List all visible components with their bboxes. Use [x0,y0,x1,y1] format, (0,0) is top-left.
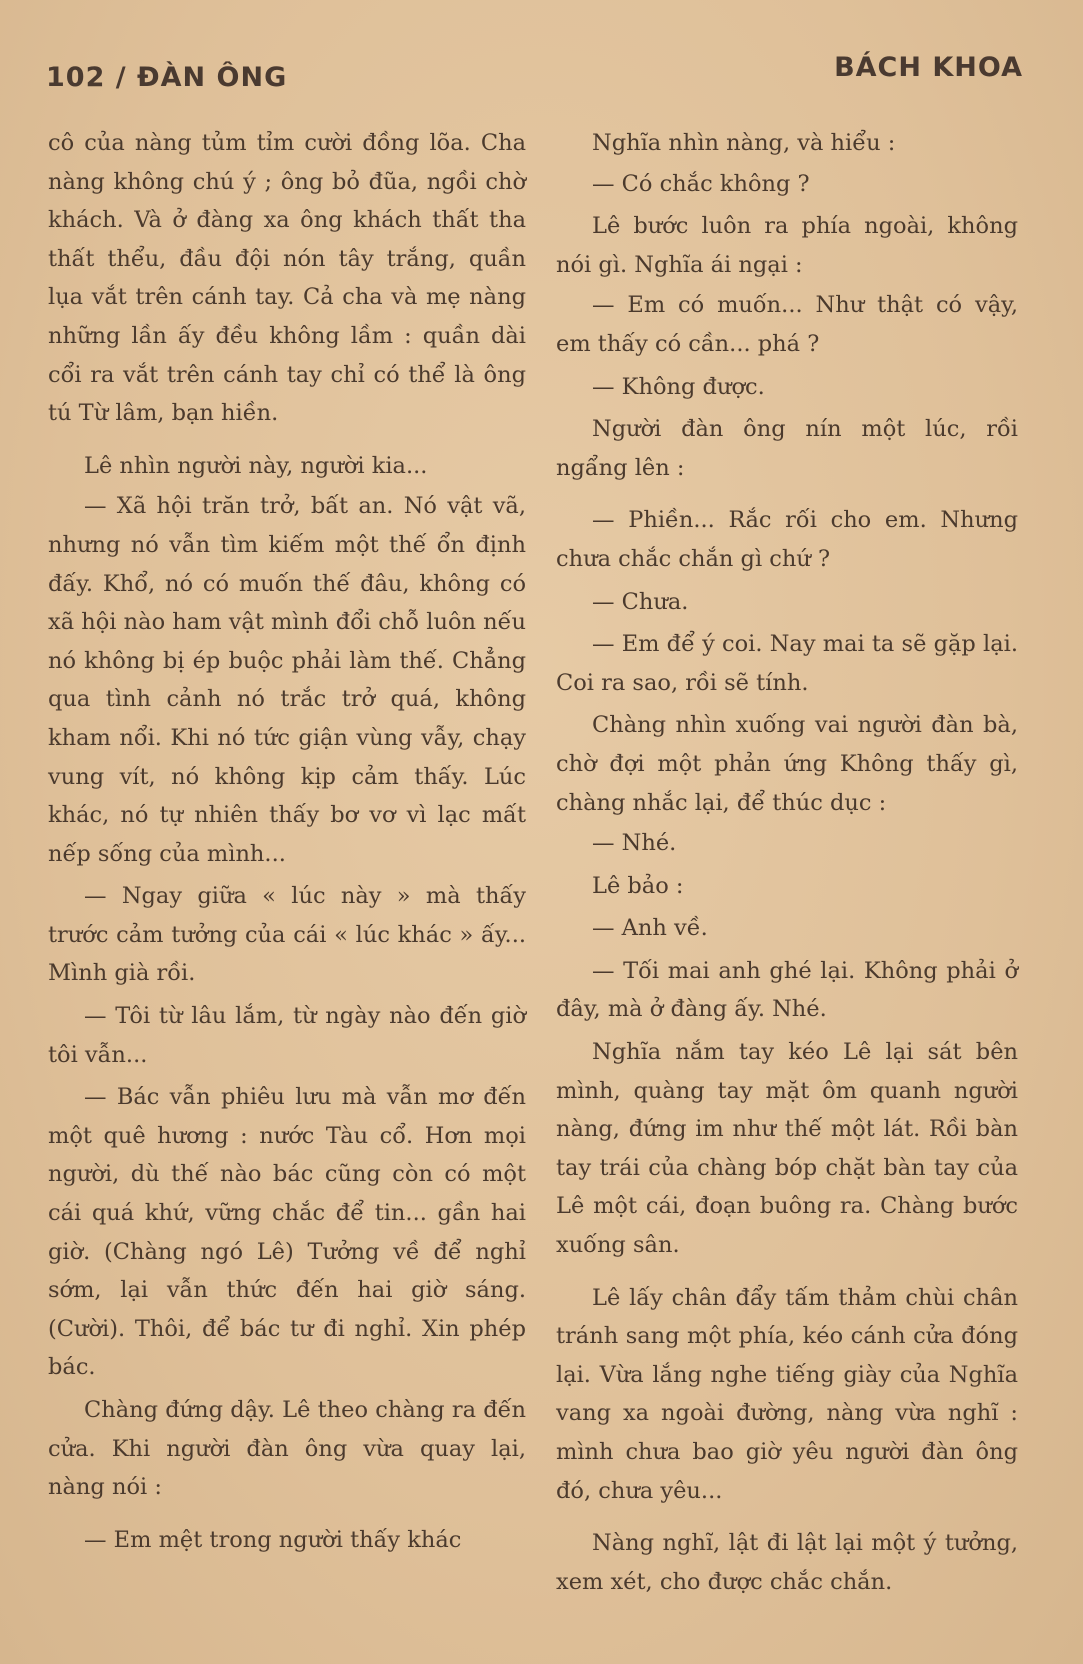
paragraph: — Em mệt trong người thấy khác [84,1526,462,1553]
paragraph: Nghĩa nắm tay kéo Lê lại sát bên mình, quàng tay mặt ôm quanh người nàng, đứng im như thế một lát. Rồi bàn tay trái của chàng bóp chặt bàn tay của Lê một cái, đoạn buông ra. Chàng bước xuống sân. [556,1039,1018,1259]
paragraph: — Chưa. [592,588,689,615]
paragraph: — Không được. [592,373,765,400]
paragraph: Chàng đứng dậy. Lê theo chàng ra đến cửa. Khi người đàn ông vừa quay lại, nàng nói : [48,1397,526,1501]
paragraph: — Có chắc không ? [592,170,810,197]
paragraph: Nghĩa nhìn nàng, và hiểu : [592,130,896,156]
paragraph: — Bác vẫn phiêu lưu mà vẫn mơ đến một quê hương : nước Tàu cổ. Hơn mọi người, dù thế nào bác cũng còn có một cái quá khứ, vững chắc để tin... gần hai giờ. (Chàng ngó Lê) Tưởng về để nghỉ sớm, lại vẫn thức đến hai giờ sáng. (Cười). Thôi, để bác tư đi nghỉ. Xin phép bác. [48,1084,526,1381]
paragraph: — Tôi từ lâu lắm, từ ngày nào đến giờ tôi vẫn... [48,1003,526,1068]
page-number-title: 102 / ĐÀN ÔNG [46,62,288,93]
paragraph: Người đàn ông nín một lúc, rồi ngẩng lên : [556,416,1018,481]
paragraph: — Anh về. [592,915,708,942]
paragraph: — Nhé. [592,830,677,857]
paragraph: Nàng nghĩ, lật đi lật lại một ý tưởng, xem xét, cho được chắc chắn. [556,1530,1018,1595]
paragraph: — Em để ý coi. Nay mai ta sẽ gặp lại. Coi ra sao, rồi sẽ tính. [556,631,1018,696]
left-column [48,124,526,1563]
paragraph: — Tối mai anh ghé lại. Không phải ở đây, mà ở đàng ấy. Nhé. [556,957,1018,1023]
paragraph: Lê bước luôn ra phía ngoài, không nói gì. Nghĩa ái ngại : [556,213,1018,278]
paragraph: — Phiền... Rắc rối cho em. Nhưng chưa chắc chắn gì chứ ? [556,507,1018,572]
paragraph: Lê lấy chân đẩy tấm thảm chùi chân tránh sang một phía, kéo cánh cửa đóng lại. Vừa lắng nghe tiếng giày của Nghĩa vang xa ngoài đường, nàng vừa nghĩ : mình chưa bao giờ yêu người đàn ông đó, chưa yêu... [556,1284,1018,1504]
page-header [46,48,1023,108]
magazine-title: BÁCH KHOA [834,52,1023,83]
paragraph: cô của nàng tủm tỉm cười đồng lõa. Cha nàng không chú ý ; ông bỏ đũa, ngồi chờ khách. Và ở đàng xa ông khách thất tha thất thểu, đầu đội nón tây trắng, quần lụa vắt trên cánh tay. Cả cha và mẹ nàng những lần ấy đều không lầm : quần dài cổi ra vắt trên cánh tay chỉ có thể là ông tú Từ lâm, bạn hiền. [48,130,526,427]
paragraph: Lê nhìn người này, người kia... [84,452,428,479]
paragraph: — Em có muốn... Như thật có vậy, em thấy có cần... phá ? [556,292,1018,357]
paragraph: Chàng nhìn xuống vai người đàn bà, chờ đợi một phản ứng Không thấy gì, chàng nhắc lại, để thúc dục : [556,712,1018,816]
paragraph: — Ngay giữa « lúc này » mà thấy trước cảm tưởng của cái « lúc khác » ấy... Mình già rồi. [48,883,526,987]
paragraph: Lê bảo : [592,872,684,899]
right-column [556,124,1018,1615]
paragraph: — Xã hội trăn trở, bất an. Nó vật vã, nhưng nó vẫn tìm kiếm một thế ổn định đấy. Khổ, nó có muốn thế đâu, không có xã hội nào ham vật mình đổi chỗ luôn nếu nó không bị ép buộc phải làm thế. Chẳng qua tình cảnh nó trắc trở quá, không kham nổi. Khi nó tức giận vùng vẫy, chạy vung vít, nó không kịp cảm thấy. Lúc khác, nó tự nhiên thấy bơ vơ vì lạc mất nếp sống của mình... [48,493,526,867]
